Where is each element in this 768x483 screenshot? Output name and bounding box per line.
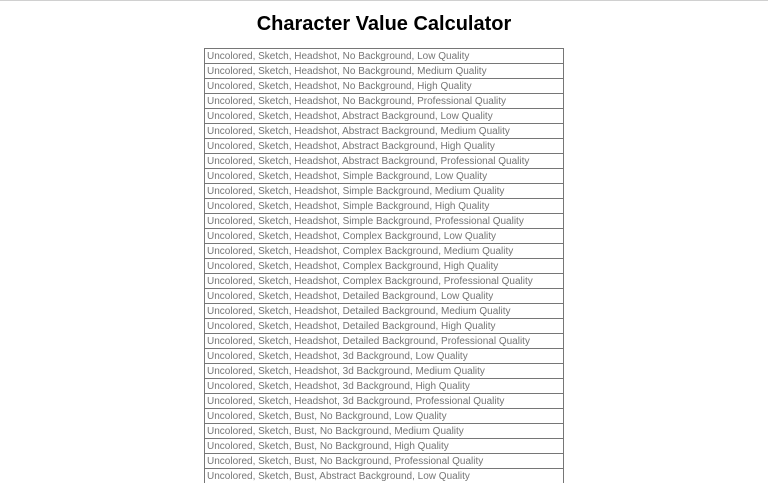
option-input[interactable]	[204, 93, 564, 108]
option-input[interactable]	[204, 48, 564, 63]
option-input[interactable]	[204, 423, 564, 438]
option-input[interactable]	[204, 228, 564, 243]
option-input[interactable]	[204, 393, 564, 408]
option-input[interactable]	[204, 213, 564, 228]
option-input[interactable]	[204, 183, 564, 198]
option-input[interactable]	[204, 198, 564, 213]
page-title: Character Value Calculator	[256, 13, 512, 35]
option-input[interactable]	[204, 138, 564, 153]
option-input[interactable]	[204, 78, 564, 93]
option-input-list	[204, 48, 564, 483]
option-input[interactable]	[204, 243, 564, 258]
option-input[interactable]	[204, 468, 564, 483]
option-input[interactable]	[204, 438, 564, 453]
option-input[interactable]	[204, 333, 564, 348]
option-input[interactable]	[204, 453, 564, 468]
option-input[interactable]	[204, 168, 564, 183]
option-input[interactable]	[204, 303, 564, 318]
option-input[interactable]	[204, 273, 564, 288]
option-input[interactable]	[204, 378, 564, 393]
option-input[interactable]	[204, 108, 564, 123]
option-input[interactable]	[204, 123, 564, 138]
option-input[interactable]	[204, 408, 564, 423]
option-input[interactable]	[204, 63, 564, 78]
option-input[interactable]	[204, 363, 564, 378]
option-input[interactable]	[204, 153, 564, 168]
option-input[interactable]	[204, 348, 564, 363]
option-input[interactable]	[204, 258, 564, 273]
option-input[interactable]	[204, 288, 564, 303]
option-input[interactable]	[204, 318, 564, 333]
